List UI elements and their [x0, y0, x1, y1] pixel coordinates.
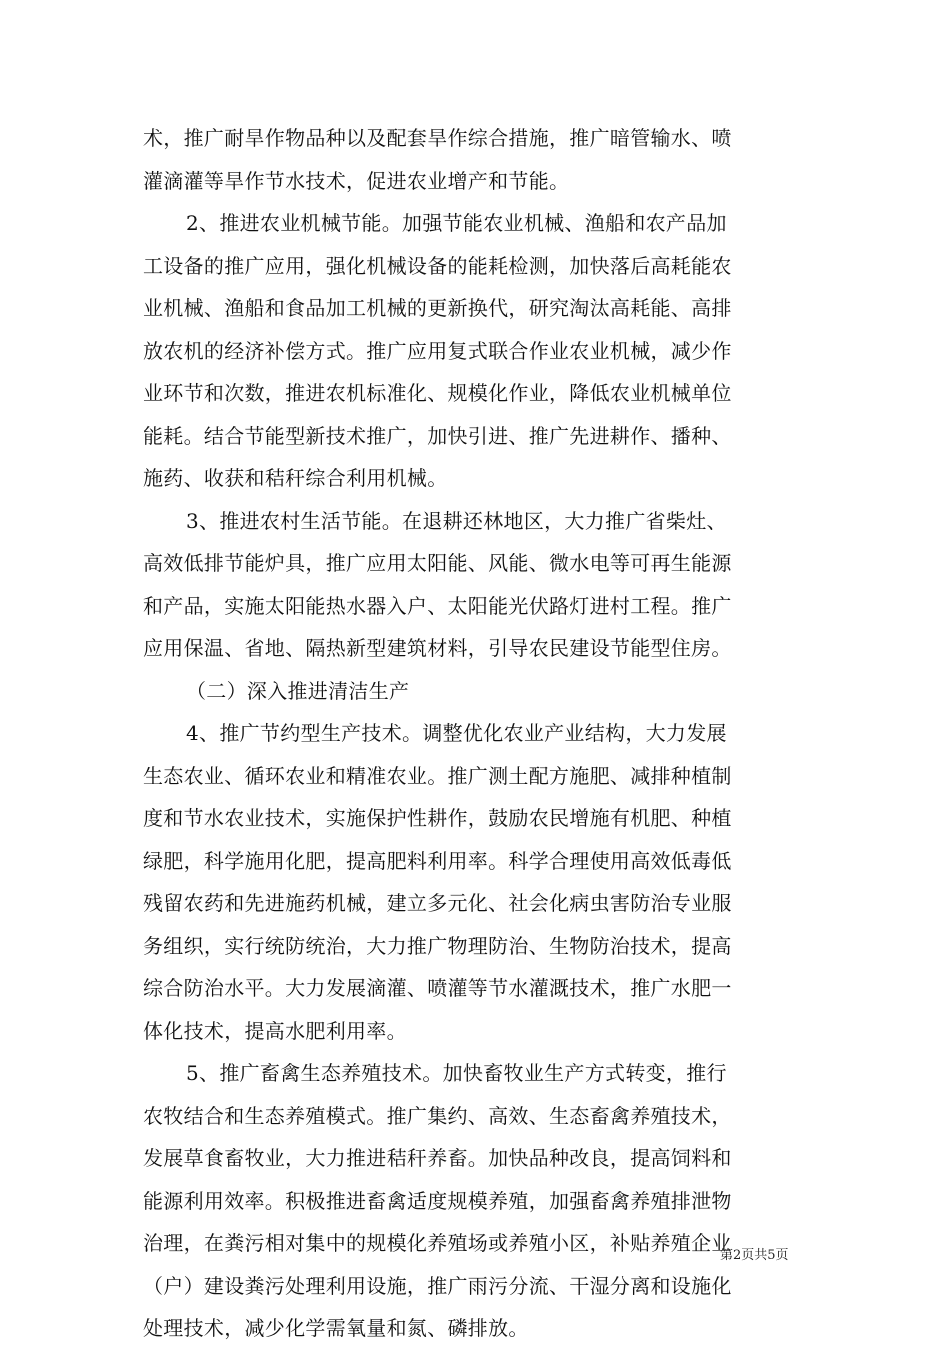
- text-line: 高效低排节能炉具，推广应用太阳能、风能、微水电等可再生能源: [143, 551, 732, 575]
- paragraph-heading-5: 5、推广畜禽生态养殖技术。加快畜牧业生产方式转变，推行: [186, 1061, 727, 1085]
- text-line: 放农机的经济补偿方式。推广应用复式联合作业农业机械，减少作: [143, 338, 732, 363]
- text-line: 农牧结合和生态养殖模式。推广集约、高效、生态畜禽养殖技术，: [143, 1103, 732, 1128]
- text-line: 术，推广耐旱作物品种以及配套旱作综合措施，推广暗管输水、喷: [143, 126, 732, 150]
- text-line: 处理技术，减少化学需氧量和氮、磷排放。: [143, 1316, 529, 1340]
- text-line: 和产品，实施太阳能热水器入户、太阳能光伏路灯进村工程。推广: [143, 593, 732, 618]
- text-line: 生态农业、循环农业和精准农业。推广测土配方施肥、减排种植制: [143, 763, 732, 788]
- document-body: [143, 117, 809, 1350]
- paragraph-heading-2: 2、推进农业机械节能。加强节能农业机械、渔船和农产品加: [186, 211, 727, 235]
- text-line: 能源利用效率。积极推进畜禽适度规模养殖，加强畜禽养殖排泄物: [143, 1188, 732, 1213]
- text-line: 务组织，实行统防统治，大力推广物理防治、生物防治技术，提高: [143, 933, 732, 958]
- text-line: 应用保温、省地、隔热新型建筑材料，引导农民建设节能型住房。: [143, 636, 732, 660]
- text-line: 施药、收获和秸秆综合利用机械。: [143, 466, 448, 490]
- text-line: 工设备的推广应用，强化机械设备的能耗检测，加快落后高耗能农: [143, 253, 732, 278]
- section-heading: （二）深入推进清洁生产: [186, 678, 410, 703]
- text-line: 能耗。结合节能型新技术推广，加快引进、推广先进耕作、播种、: [143, 423, 732, 448]
- text-line: 综合防治水平。大力发展滴灌、喷灌等节水灌溉技术，推广水肥一: [143, 976, 732, 1000]
- text-line: 体化技术，提高水肥利用率。: [143, 1018, 407, 1043]
- paragraph-heading-3: 3、推进农村生活节能。在退耕还林地区，大力推广省柴灶、: [186, 508, 727, 533]
- page-number-footer: 第2页共5页: [720, 1248, 789, 1263]
- text-line: 业环节和次数，推进农机标准化、规模化作业，降低农业机械单位: [143, 381, 732, 405]
- text-line: 残留农药和先进施药机械，建立多元化、社会化病虫害防治专业服: [143, 891, 732, 915]
- text-line: 度和节水农业技术，实施保护性耕作，鼓励农民增施有机肥、种植: [143, 806, 732, 830]
- text-line: 灌滴灌等旱作节水技术，促进农业增产和节能。: [143, 168, 570, 193]
- text-line: 发展草食畜牧业，大力推进秸秆养畜。加快品种改良，提高饲料和: [143, 1146, 732, 1170]
- text-line: 治理，在粪污相对集中的规模化养殖场或养殖小区，补贴养殖企业: [143, 1231, 732, 1255]
- text-line: 绿肥，科学施用化肥，提高肥料利用率。科学合理使用高效低毒低: [143, 848, 732, 873]
- text-line: 业机械、渔船和食品加工机械的更新换代，研究淘汰高耗能、高排: [143, 296, 732, 320]
- paragraph-heading-4: 4、推广节约型生产技术。调整优化农业产业结构，大力发展: [186, 721, 727, 745]
- text-line: （户）建设粪污处理利用设施，推广雨污分流、干湿分离和设施化: [143, 1273, 732, 1298]
